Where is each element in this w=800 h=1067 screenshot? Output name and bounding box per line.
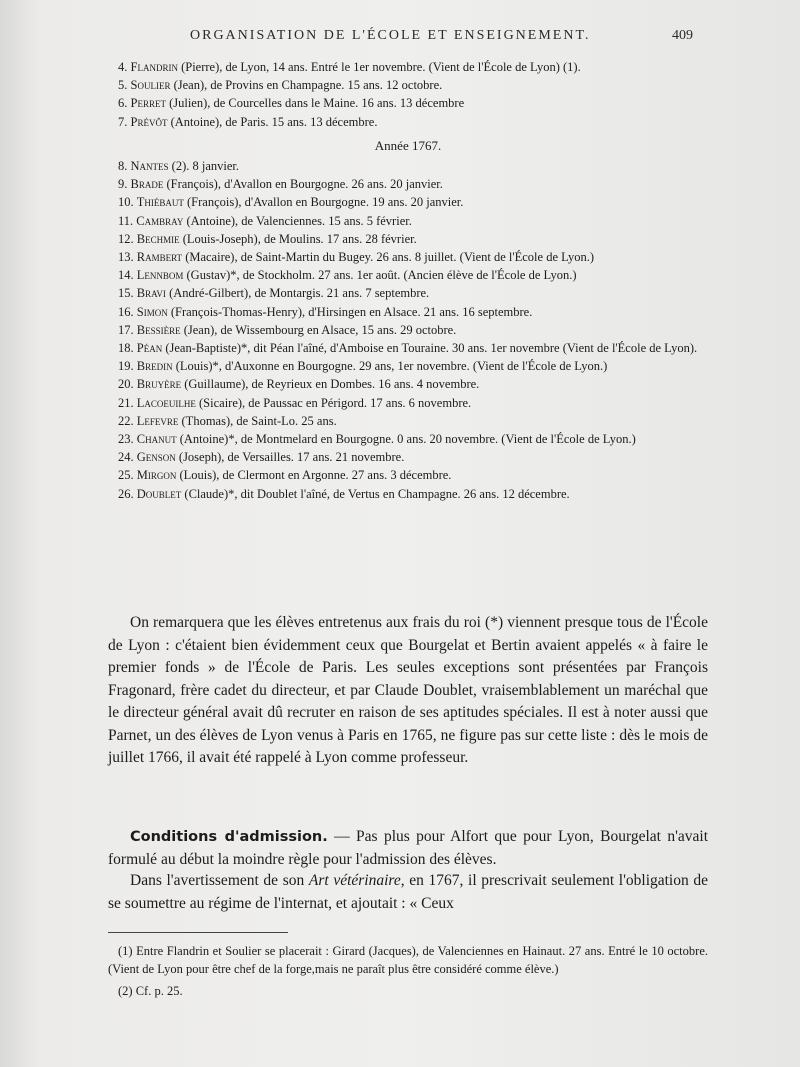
entry-surname: Simon: [136, 304, 168, 319]
entry-surname: Brade: [130, 177, 164, 192]
footnote-1: (1) Entre Flandrin et Soulier se placerait : Girard (Jacques), de Valenciennes en Hainaut. 27 ans. Entré le 10 octobre. (Vient de Lyon pour être chef de la forge,mais ne paraît plus être considéré comme élève.): [108, 944, 708, 976]
entry-surname: Bessière: [136, 322, 181, 337]
entry-surname: Lennbom: [136, 268, 184, 283]
entry-number: 5.: [118, 78, 128, 93]
student-entry: [108, 339, 708, 357]
entry-number: 10.: [118, 195, 134, 210]
entry-details: (François), d'Avallon en Bourgogne. 19 ans. 20 janvier.: [183, 195, 464, 210]
entry-surname: Perret: [130, 96, 166, 111]
entry-surname: Flandrin: [130, 60, 178, 74]
entry-surname: Cambray: [136, 213, 184, 228]
student-entry: [108, 412, 708, 430]
student-entry: [108, 212, 708, 230]
entry-details: (Julien), de Courcelles dans le Maine. 16 ans. 13 décembre: [165, 96, 465, 111]
footnotes: [108, 942, 708, 1004]
entry-details: (Antoine)*, de Montmelard en Bourgogne. 0 ans. 20 novembre. (Vient de l'École de Lyon.): [176, 432, 636, 447]
entry-details: (Antoine), de Paris. 15 ans. 13 décembre.: [167, 114, 378, 129]
page-number: 409: [672, 28, 693, 43]
student-entry: [108, 466, 708, 484]
student-entry: [108, 448, 708, 466]
entry-number: 6.: [118, 96, 128, 111]
entry-surname: Prévôt: [130, 114, 168, 129]
entry-number: 19.: [118, 359, 134, 374]
section-title: Conditions d'admission.: [130, 829, 328, 845]
entry-details: (Sicaire), de Paussac en Périgord. 17 ans. 6 novembre.: [195, 395, 472, 410]
student-entry: [108, 193, 708, 211]
entry-details: (Claude)*, dit Doublet l'aîné, de Vertus en Champagne. 26 ans. 12 décembre.: [181, 486, 570, 501]
entry-details: (Jean), de Provins en Champagne. 15 ans. 12 octobre.: [170, 78, 443, 93]
entry-number: 16.: [118, 304, 134, 319]
entry-surname: Lacoeuilhe: [136, 395, 196, 410]
entry-surname: Doublet: [136, 486, 182, 501]
student-entry: [108, 303, 708, 321]
entry-details: (Louis), de Clermont en Argonne. 27 ans. 3 décembre.: [176, 468, 452, 483]
entry-surname: Bruyère: [136, 377, 182, 392]
entry-number: 7.: [118, 114, 128, 129]
year-heading: Année 1767.: [374, 137, 442, 153]
entry-details: (Louis-Joseph), de Moulins. 17 ans. 28 février.: [179, 231, 417, 246]
entry-details: (Guillaume), de Reyrieux en Dombes. 16 ans. 4 novembre.: [181, 377, 480, 392]
entry-details: (François), d'Avallon en Bourgogne. 26 ans. 20 janvier.: [163, 177, 443, 192]
student-entry: [108, 266, 708, 284]
entry-number: 18.: [118, 341, 134, 356]
entry-surname: Nantes: [130, 159, 169, 174]
entry-number: 23.: [118, 432, 134, 447]
entry-surname: Mirgon: [136, 468, 177, 483]
entry-number: 26.: [118, 486, 134, 501]
student-entry: [108, 375, 708, 393]
entry-details: (Pierre), de Lyon, 14 ans. Entré le 1er novembre. (Vient de l'École de Lyon) (1).: [177, 60, 581, 74]
student-entry: [108, 248, 708, 266]
entry-surname: Rambert: [136, 250, 183, 265]
entry-number: 17.: [118, 322, 134, 337]
student-entry: [108, 94, 708, 112]
entry-surname: Lefevre: [136, 413, 179, 428]
student-entry: [108, 430, 708, 448]
entry-surname: Thiébaut: [136, 195, 184, 210]
entry-surname: Genson: [136, 450, 176, 465]
paragraph-avertissement: [108, 870, 708, 915]
entry-details: (Jean), de Wissembourg en Alsace, 15 ans. 29 octobre.: [180, 322, 457, 337]
entry-number: 25.: [118, 468, 134, 483]
student-entry: [108, 485, 708, 503]
entry-number: 21.: [118, 395, 134, 410]
entry-details: (François-Thomas-Henry), d'Hirsingen en Alsace. 21 ans. 16 septembre.: [167, 304, 533, 319]
paragraph-avertissement-end: , en 1767, il prescrivait seulement l'obligation de se soumettre au régime de l'internat, et ajoutait : « Ceux: [108, 872, 709, 912]
student-entry: [108, 394, 708, 412]
entries-1766: [108, 58, 708, 131]
entry-surname: Chanut: [136, 432, 177, 447]
entry-number: 8.: [118, 159, 128, 174]
entry-number: 20.: [118, 377, 134, 392]
entry-details: (Louis)*, d'Auxonne en Bourgogne. 29 ans, 1er novembre. (Vient de l'École de Lyon.): [172, 359, 608, 374]
paragraph-conditions-text: — Pas plus pour Alfort que pour Lyon, Bourgelat n'avait formulé au début la moindre règle pour l'admission des élèves.: [108, 828, 708, 868]
entry-number: 12.: [118, 231, 134, 246]
entry-details: (Macaire), de Saint-Martin du Bugey. 26 ans. 8 juillet. (Vient de l'École de Lyon.): [182, 250, 595, 265]
student-entry: [108, 230, 708, 248]
entry-details: (2). 8 janvier.: [168, 159, 239, 174]
book-title: Art vétérinaire: [308, 872, 401, 889]
student-entry: [108, 113, 708, 131]
student-entry: [108, 157, 708, 175]
entry-details: (Jean-Baptiste)*, dit Péan l'aîné, d'Amboise en Touraine. 30 ans. 1er novembre (Vient de l'École de Lyon).: [162, 341, 698, 356]
student-entry: [108, 321, 708, 339]
entry-number: 15.: [118, 286, 134, 301]
entry-number: 4.: [118, 60, 128, 74]
entry-details: (Joseph), de Versailles. 17 ans. 21 novembre.: [175, 450, 405, 465]
entry-details: (Antoine), de Valenciennes. 15 ans. 5 février.: [183, 213, 412, 228]
entry-surname: Bechmie: [136, 231, 180, 246]
entry-number: 11.: [118, 213, 134, 228]
paragraph-avertissement-start: Dans l'avertissement de son: [130, 872, 309, 889]
student-entry: [108, 284, 708, 302]
entry-number: 14.: [118, 268, 134, 283]
entries-1767: [108, 157, 708, 503]
entry-details: (Gustav)*, de Stockholm. 27 ans. 1er août. (Ancien élève de l'École de Lyon.): [183, 268, 577, 283]
entry-number: 24.: [118, 450, 134, 465]
student-entry: [108, 58, 708, 76]
entry-number: 22.: [118, 413, 134, 428]
entry-surname: Soulier: [130, 78, 171, 93]
entry-surname: Péan: [136, 341, 163, 356]
entry-number: 13.: [118, 250, 134, 265]
student-entry: [108, 76, 708, 94]
student-list: [108, 58, 708, 503]
entry-surname: Bravi: [136, 286, 166, 301]
entry-surname: Bredin: [136, 359, 173, 374]
paragraph-conditions: [108, 826, 708, 871]
entry-details: (Thomas), de Saint-Lo. 25 ans.: [178, 413, 337, 428]
running-title: ORGANISATION DE L'ÉCOLE ET ENSEIGNEMENT.: [190, 28, 591, 43]
entry-number: 9.: [118, 177, 128, 192]
student-entry: [108, 175, 708, 193]
footnote-2: (2) Cf. p. 25.: [118, 984, 183, 998]
footnote-divider: [108, 932, 288, 933]
paragraph-remarks: On remarquera que les élèves entretenus aux frais du roi (*) viennent presque tous de l'École de Lyon : c'étaient bien évidemment ceux que Bourgelat et Bertin avaient appelés « à faire le premier fonds » de l'École de Paris. Les seules exceptions sont présentées par François Fragonard, frère cadet du directeur, et par Claude Doublet, vraisemblablement un maréchal que le directeur général avait dû recruter en raison de ses aptitudes spéciales. Il est à noter aussi que Parnet, un des élèves de Lyon venus à Paris en 1765, ne figure pas sur cette liste : dès le mois de juillet 1766, il avait été rappelé à Lyon comme professeur.: [108, 614, 708, 766]
entry-details: (André-Gilbert), de Montargis. 21 ans. 7 septembre.: [165, 286, 430, 301]
student-entry: [108, 357, 708, 375]
